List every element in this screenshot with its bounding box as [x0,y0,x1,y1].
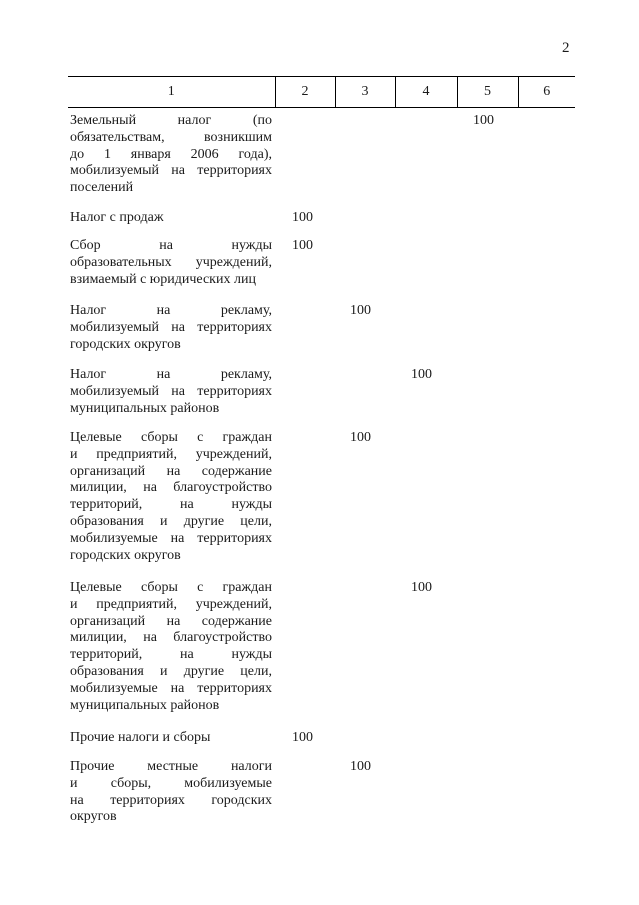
row-name-line: обязательствам, возникшим [70,129,272,145]
row-name [70,759,272,826]
row-name [70,580,272,714]
row-name-line: на территориях городских [70,792,272,808]
row-name-line: Целевые сборы с граждан [70,580,272,595]
column-header-5: 5 [457,77,518,108]
row-name-line: и сборы, мобилизуемые [70,775,272,791]
row-name [70,367,272,417]
row-value: 100 [350,430,371,445]
column-header-4: 4 [395,77,457,108]
row-name-line: территорий, на нужды [70,647,272,663]
row-value: 100 [292,730,313,745]
row-name [70,730,272,747]
row-value: 100 [350,759,371,774]
page-number: 2 [562,40,570,56]
row-name [70,210,272,227]
row-name-line: мобилизуемый на территориях [70,319,272,335]
row-name-line: и предприятий, учреждений, [70,596,272,612]
row-name-line: организаций на содержание [70,463,272,479]
row-name-line: образования и другие цели, [70,663,272,679]
row-name-line: территорий, на нужды [70,497,272,513]
row-name-line: мобилизуемый на территориях [70,163,272,179]
row-name-line: городских округов [70,336,181,352]
row-name-line: организаций на содержание [70,613,272,629]
column-header-3: 3 [335,77,395,108]
row-name-line: Налог на рекламу, [70,303,272,318]
row-name-line: Налог на рекламу, [70,367,272,382]
row-name-line: Налог с продаж [70,210,164,225]
row-name-line: городских округов [70,547,181,563]
row-name-line: милиции, на благоустройство [70,630,272,646]
row-name-line: образовательных учреждений, [70,254,272,270]
row-name [70,238,272,288]
row-name-line: Сбор на нужды [70,238,272,253]
row-name-line: милиции, на благоустройство [70,480,272,496]
row-name-line: Прочие налоги и сборы [70,730,211,745]
column-header-table [68,76,575,108]
row-name-line: Целевые сборы с граждан [70,430,272,445]
row-name-line: округов [70,809,117,825]
row-name-line: взимаемый с юридических лиц [70,271,256,287]
row-value: 100 [292,210,313,225]
row-name-line: мобилизуемый на территориях [70,383,272,399]
row-name-line: до 1 января 2006 года), [70,146,272,162]
row-value: 100 [350,303,371,318]
row-name-line: мобилизуемые на территориях [70,530,272,546]
row-name [70,430,272,564]
row-name-line: муниципальных районов [70,400,220,416]
row-name [70,303,272,353]
column-header-1: 1 [68,77,275,108]
row-value: 100 [411,580,432,595]
row-name-line: мобилизуемые на территориях [70,680,272,696]
row-name [70,113,272,197]
row-value: 100 [292,238,313,253]
row-name-line: и предприятий, учреждений, [70,446,272,462]
row-value: 100 [473,113,494,128]
column-header-2: 2 [275,77,335,108]
column-header-row [68,77,575,108]
row-name-line: Прочие местные налоги [70,759,272,774]
row-name-line: поселений [70,180,134,196]
row-name-line: образования и другие цели, [70,513,272,529]
row-name-line: Земельный налог (по [70,113,272,128]
row-value: 100 [411,367,432,382]
row-name-line: муниципальных районов [70,697,220,713]
column-header-6: 6 [518,77,575,108]
